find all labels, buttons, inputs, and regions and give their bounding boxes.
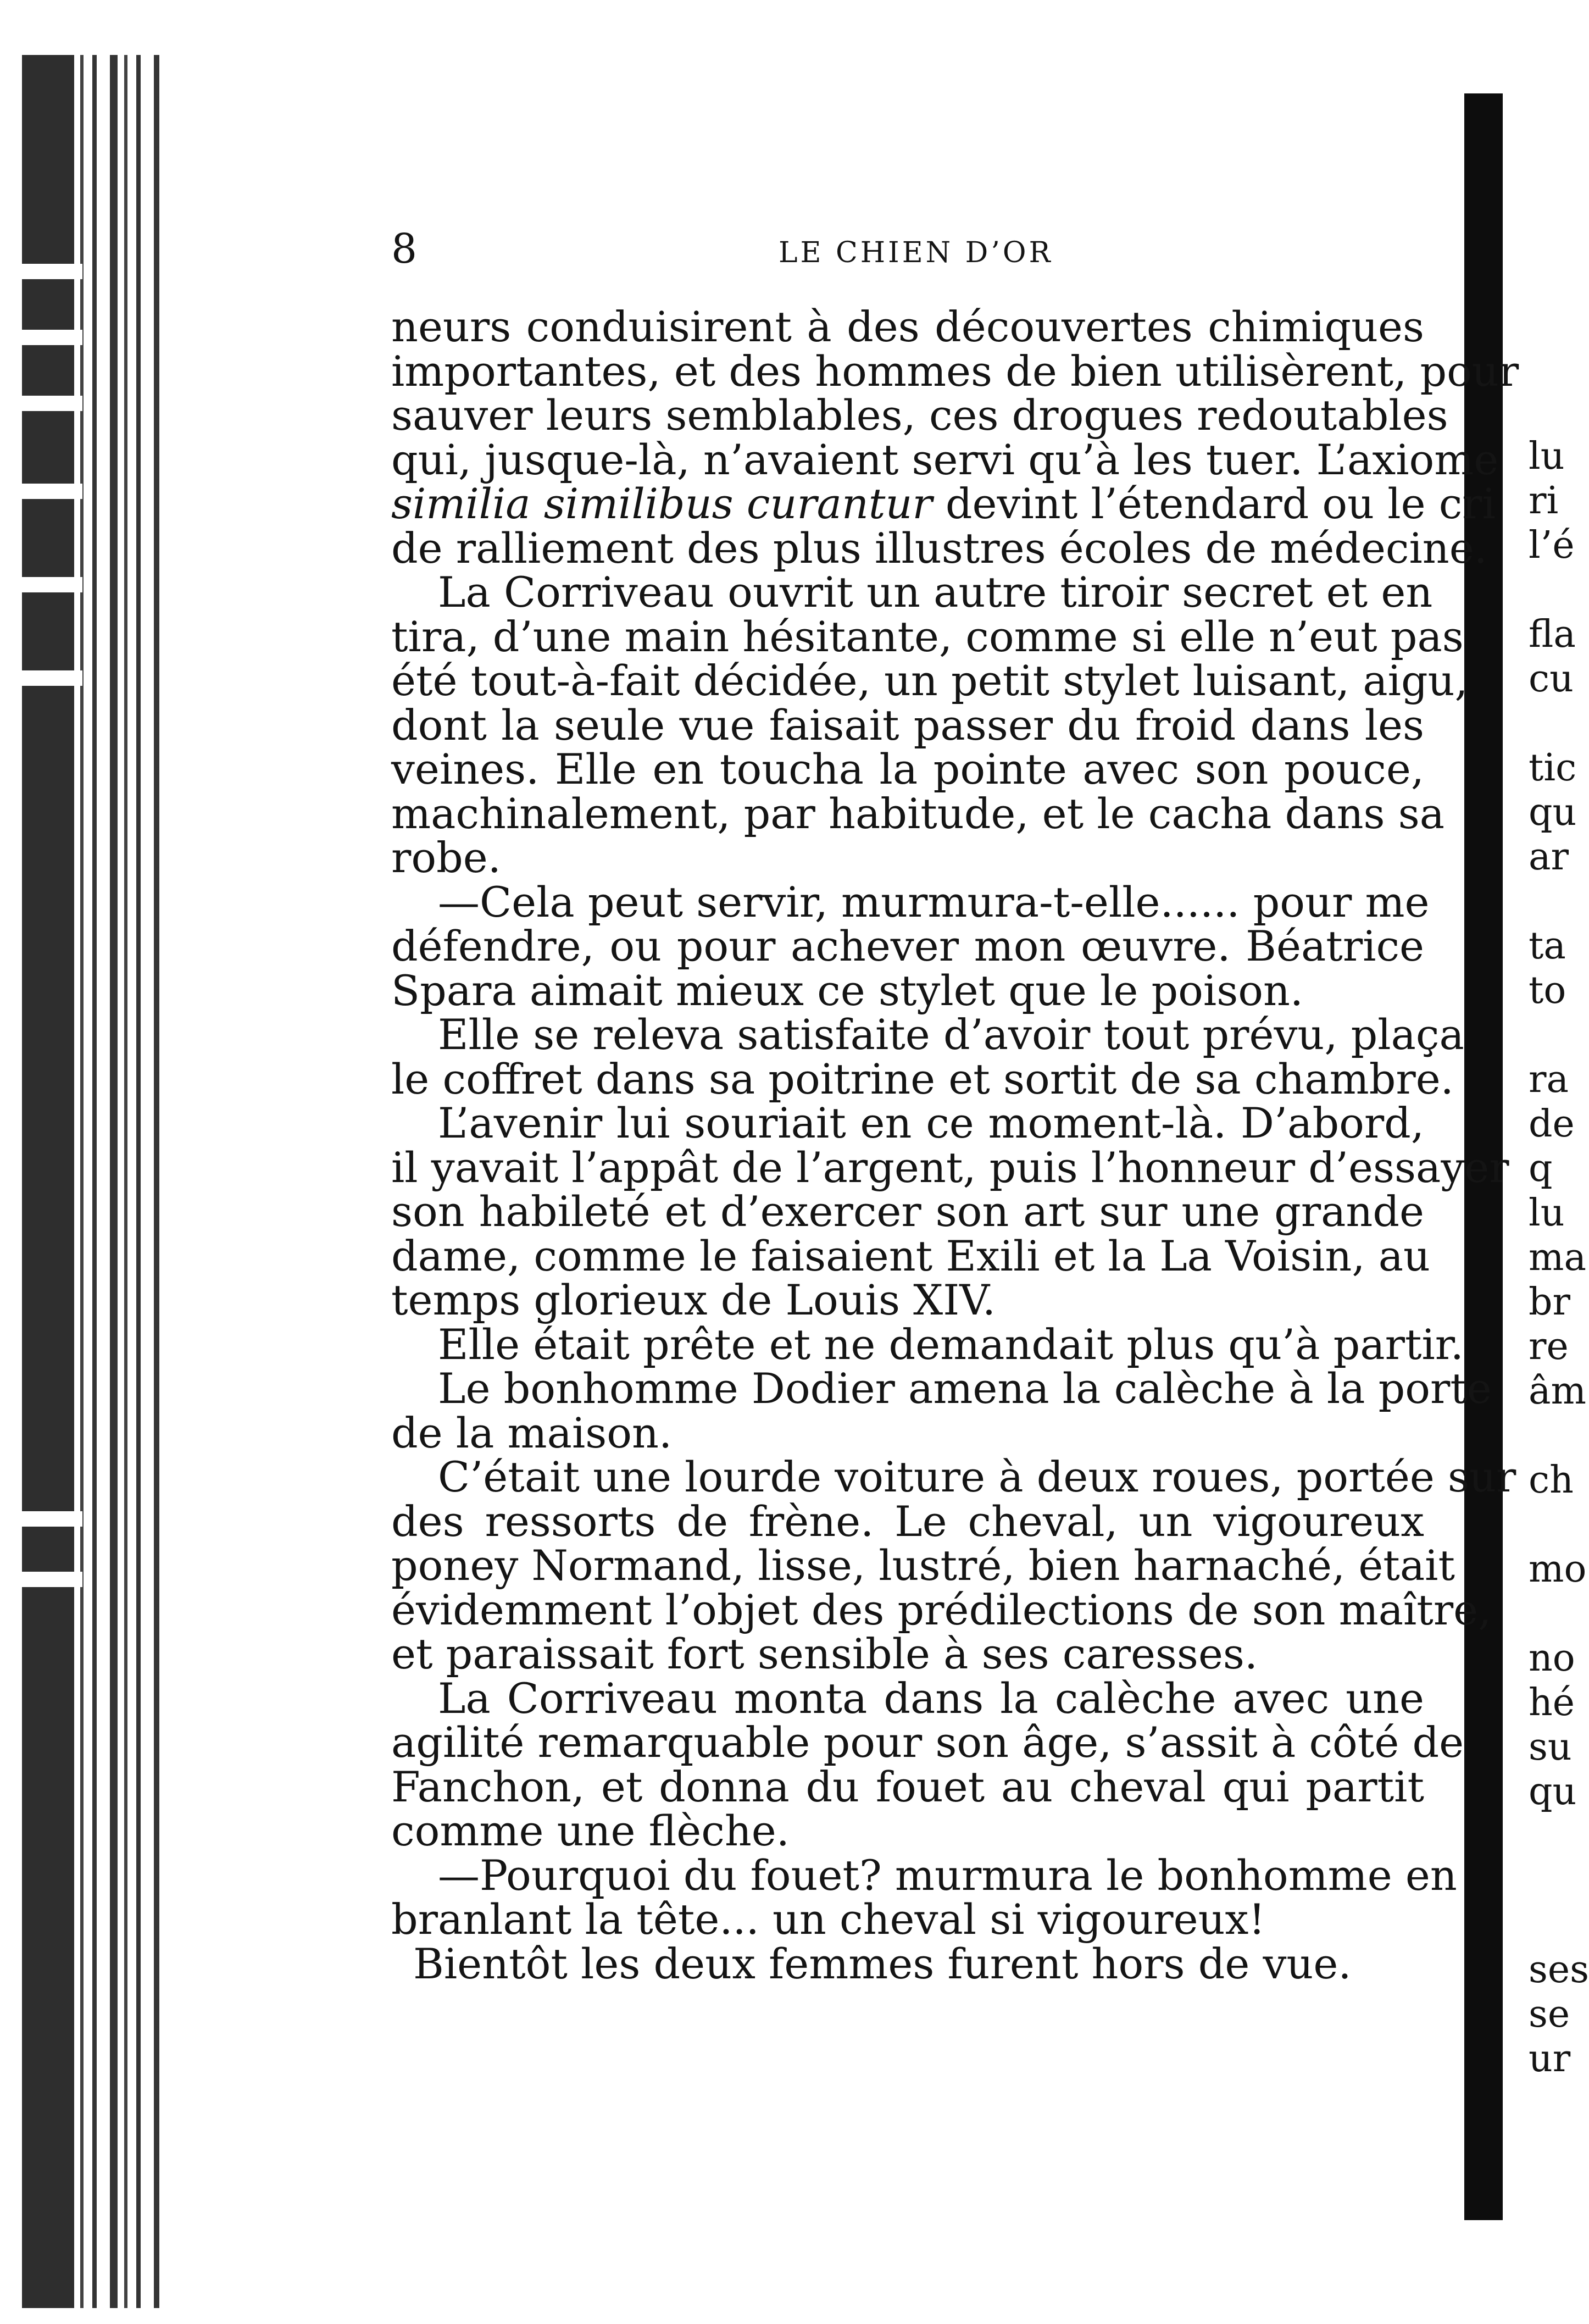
next-page-fragment: ar [1529, 835, 1569, 879]
text-line: et paraissait fort sensible à ses caresses. [391, 1629, 1258, 1678]
next-page-fragment: hé [1529, 1681, 1575, 1724]
text-line: son habileté et d’exercer son art sur une grande [391, 1187, 1424, 1236]
next-page-fragment: re [1529, 1325, 1569, 1368]
text-line: robe. [391, 833, 501, 882]
next-page-fragment: q [1529, 1147, 1553, 1190]
text-line: Elle se releva satisfaite d’avoir tout prévu, plaça [438, 1010, 1464, 1059]
text-line: veines. Elle en toucha la pointe avec son pouce, [391, 745, 1424, 794]
next-page-fragment: br [1529, 1280, 1571, 1324]
text-line: Spara aimait mieux ce stylet que le poison. [391, 966, 1304, 1015]
text-line: de la maison. [391, 1408, 673, 1457]
left-binding-edge [22, 55, 159, 2308]
next-page-fragment [1529, 1013, 1571, 1057]
next-page-fragment [1529, 1591, 1571, 1636]
text-line: L’avenir lui souriait en ce moment-là. D’abord, [438, 1099, 1424, 1147]
text-line: été tout-à-fait décidée, un petit stylet luisant, aigu, [391, 656, 1468, 705]
next-page-fragment: ri [1529, 479, 1559, 523]
text-line: similia similibus curantur devint l’étendard ou le cri [391, 479, 1496, 528]
next-page-fragment: no [1529, 1637, 1575, 1680]
next-page-fragment: l’é [1529, 524, 1575, 567]
text-line: C’était une lourde voiture à deux roues, portée sur [438, 1452, 1516, 1501]
next-page-fragment: cu [1529, 657, 1574, 701]
next-page-fragment [1529, 1903, 1571, 1948]
next-page-fragment: âm [1529, 1369, 1587, 1413]
next-page-fragment: lu [1529, 1191, 1565, 1235]
text-line: qui, jusque-là, n’avaient servi qu’à les tuer. L’axiome [391, 435, 1499, 484]
next-page-fragment: ma [1529, 1236, 1587, 1279]
next-page-fragment [1529, 879, 1571, 924]
text-line: défendre, ou pour achever mon œuvre. Béatrice [391, 922, 1424, 970]
next-page-fragment: tic [1529, 746, 1577, 790]
text-line: dont la seule vue faisait passer du froid dans les [391, 700, 1424, 750]
body-text [391, 302, 1519, 1988]
text-line: —Cela peut servir, murmura-t-elle...... pour me [438, 877, 1430, 927]
text-line: de ralliement des plus illustres écoles de médecine. [391, 523, 1487, 573]
next-page-fragment [1529, 1502, 1571, 1547]
next-page-fragment [1529, 1814, 1571, 1859]
next-page-fragment: se [1529, 1993, 1570, 2036]
text-line: Le bonhomme Dodier amena la calèche à la porte [438, 1364, 1492, 1413]
running-title: LE CHIEN D’OR [779, 236, 1053, 269]
text-line: branlant la tête... un cheval si vigoureux! [391, 1895, 1265, 1944]
text-line: importantes, et des hommes de bien utilisèrent, pour [391, 346, 1519, 396]
text-line: le coffret dans sa poitrine et sortit de sa chambre. [391, 1054, 1454, 1103]
next-page-fragment: mo [1529, 1548, 1587, 1591]
next-page-fragment: ur [1529, 2037, 1571, 2081]
next-page-fragment: de [1529, 1102, 1575, 1146]
text-line: des ressorts de frène. Le cheval, un vigoureux [391, 1496, 1424, 1546]
text-line: neurs conduisirent à des découvertes chimiques [391, 302, 1424, 351]
text-line: La Corriveau monta dans la calèche avec une [438, 1673, 1424, 1723]
text-line: il yavait l’appât de l’argent, puis l’honneur d’essayer [391, 1142, 1509, 1192]
text-line: tira, d’une main hésitante, comme si elle n’eut pas [391, 612, 1464, 661]
text-line: agilité remarquable pour son âge, s’assit à côté de [391, 1718, 1464, 1767]
text-line: La Corriveau ouvrit un autre tiroir secret et en [438, 568, 1433, 617]
next-page-fragments [1529, 434, 1589, 2081]
next-page-fragment [1529, 568, 1571, 612]
next-page-fragment: ra [1529, 1058, 1569, 1101]
next-page-fragment: qu [1529, 1770, 1577, 1813]
page-number: 8 [391, 225, 418, 273]
text-line: Elle était prête et ne demandait plus qu’à partir. [438, 1319, 1464, 1369]
text-line: évidemment l’objet des prédilections de son maître, [391, 1585, 1492, 1634]
next-page-fragment: ch [1529, 1458, 1574, 1502]
next-page-fragment: su [1529, 1726, 1572, 1769]
next-page-fragment [1529, 1413, 1571, 1458]
text-line: dame, comme le faisaient Exili et la La Voisin, au [391, 1231, 1430, 1280]
next-page-fragment: lu [1529, 435, 1565, 478]
text-line: Fanchon, et donna du fouet au cheval qui partit [391, 1762, 1424, 1811]
next-page-fragment: to [1529, 969, 1566, 1012]
page-header [391, 225, 1424, 280]
text-line: —Pourquoi du fouet? murmura le bonhomme en [438, 1850, 1457, 1900]
text-line: poney Normand, lisse, lustré, bien harnaché, était [391, 1541, 1455, 1590]
next-page-fragment [1529, 1859, 1571, 1903]
latin-phrase: similia similibus curantur [391, 479, 932, 528]
next-page-fragment: fla [1529, 613, 1576, 656]
text-line: sauver leurs semblables, ces drogues redoutables [391, 391, 1448, 440]
text-line: comme une flèche. [391, 1806, 790, 1855]
text-line: temps glorieux de Louis XIV. [391, 1275, 996, 1324]
next-page-fragment: qu [1529, 791, 1577, 834]
next-page-fragment: ses [1529, 1948, 1589, 1992]
text-line: Bientôt les deux femmes furent hors de vue. [413, 1939, 1352, 1988]
next-page-fragment: ta [1529, 924, 1566, 968]
next-page-fragment [1529, 701, 1571, 746]
text-line: machinalement, par habitude, et le cacha dans sa [391, 789, 1445, 838]
